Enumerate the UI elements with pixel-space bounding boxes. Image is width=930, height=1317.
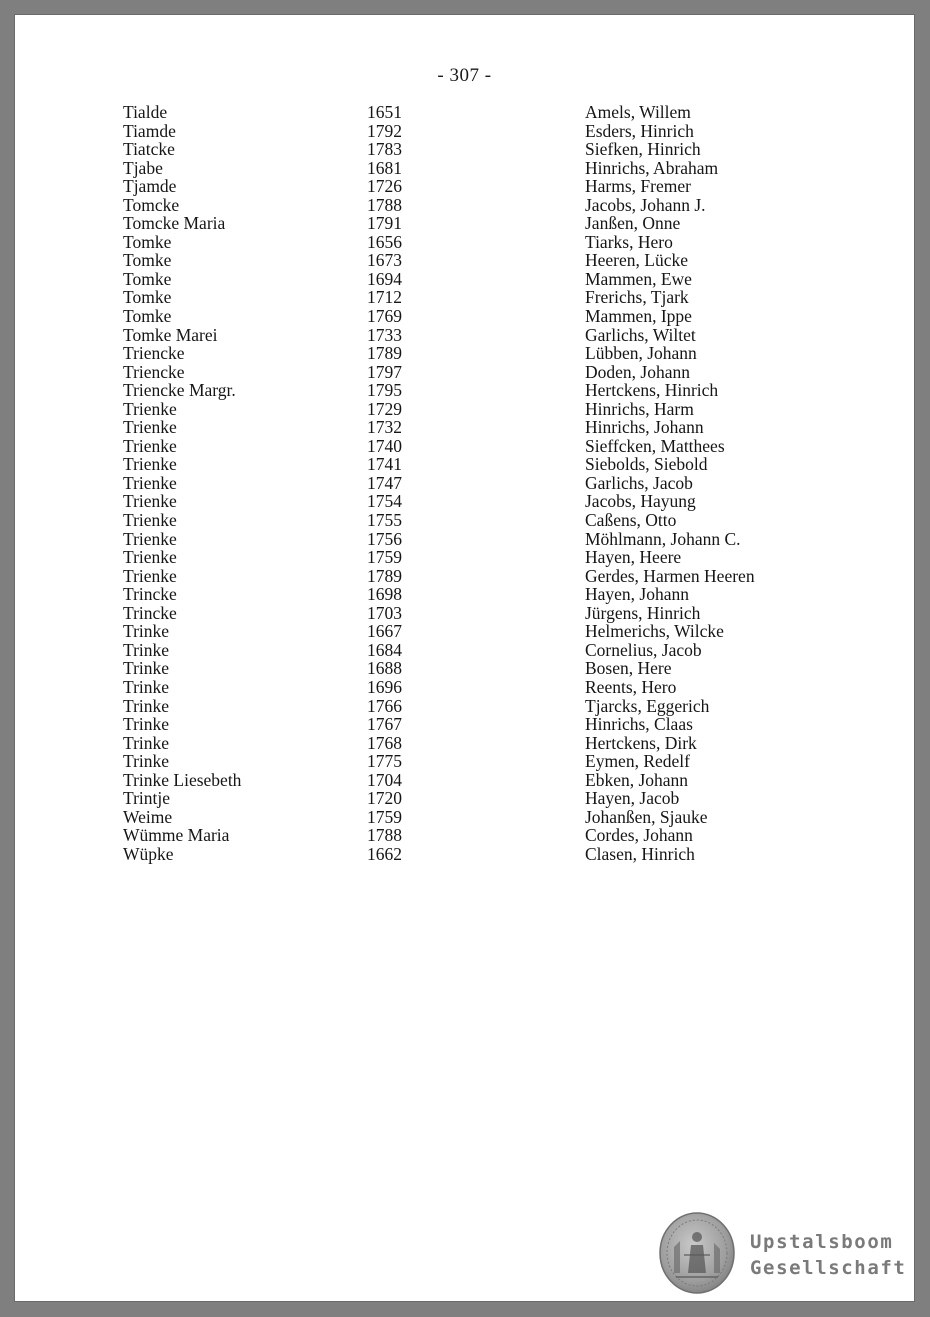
entry-name: Trinke (123, 695, 170, 716)
entry-row (123, 214, 823, 233)
entry-name: Trinke (123, 621, 170, 642)
entry-name: Trienke (123, 491, 177, 512)
entry-spouse: Gerdes, Harmen Heeren (585, 565, 755, 586)
society-name-line1: Upstalsboom (750, 1231, 894, 1253)
entry-spouse: Tiarks, Hero (585, 231, 673, 252)
entry-name: Trienke (123, 472, 177, 493)
entry-year: 1720 (367, 788, 402, 809)
entry-spouse: Cornelius, Jacob (585, 639, 702, 660)
entry-spouse: Hinrichs, Abraham (585, 157, 719, 178)
entry-row (123, 771, 823, 790)
entry-row (123, 400, 823, 419)
entry-name: Trinke Liesebeth (123, 769, 242, 790)
entry-year: 1754 (367, 491, 402, 512)
entry-row (123, 140, 823, 159)
entry-year: 1656 (367, 231, 402, 252)
entry-year: 1740 (367, 435, 402, 456)
entry-name: Tomke Marei (123, 324, 218, 345)
entry-year: 1789 (367, 565, 402, 586)
entry-row (123, 530, 823, 549)
entry-year: 1694 (367, 268, 402, 289)
entry-name: Trincke (123, 584, 177, 605)
entry-year: 1662 (367, 843, 402, 864)
entry-year: 1789 (367, 343, 402, 364)
entry-year: 1673 (367, 250, 402, 271)
entry-year: 1788 (367, 194, 402, 215)
entry-name: Tomke (123, 287, 172, 308)
entry-spouse: Jürgens, Hinrich (585, 602, 701, 623)
entry-row (123, 418, 823, 437)
entry-name: Trienke (123, 510, 177, 531)
entry-year: 1766 (367, 695, 402, 716)
entry-year: 1667 (367, 621, 402, 642)
entry-spouse: Harms, Fremer (585, 176, 691, 197)
entry-year: 1651 (367, 102, 402, 122)
entry-row (123, 697, 823, 716)
entry-spouse: Siefken, Hinrich (585, 139, 701, 160)
entry-name: Triencke (123, 361, 185, 382)
entry-name: Trinke (123, 676, 170, 697)
entry-row (123, 548, 823, 567)
entry-year: 1755 (367, 510, 402, 531)
entry-row (123, 363, 823, 382)
entry-name: Triencke Margr. (123, 380, 236, 401)
entry-row (123, 826, 823, 845)
entry-row (123, 715, 823, 734)
entry-name: Wümme Maria (123, 825, 230, 846)
society-name-line2: Gesellschaft (750, 1257, 907, 1279)
entry-year: 1688 (367, 658, 402, 679)
entry-spouse: Mammen, Ippe (585, 306, 692, 327)
entry-name: Triencke (123, 343, 185, 364)
entry-row (123, 734, 823, 753)
entry-year: 1712 (367, 287, 402, 308)
entry-year: 1795 (367, 380, 402, 401)
entry-year: 1767 (367, 714, 402, 735)
entry-spouse: Clasen, Hinrich (585, 843, 695, 864)
entry-spouse: Hinrichs, Claas (585, 714, 693, 735)
entry-name: Tiatcke (123, 139, 175, 160)
entry-name: Tomcke (123, 194, 180, 215)
entry-name: Weime (123, 806, 173, 827)
entry-name: Tomke (123, 250, 172, 271)
entry-year: 1732 (367, 417, 402, 438)
entry-year: 1759 (367, 806, 402, 827)
entry-name: Trinke (123, 732, 170, 753)
entry-year: 1788 (367, 825, 402, 846)
document-page (15, 15, 914, 1301)
entry-year: 1729 (367, 398, 402, 419)
entry-year: 1703 (367, 602, 402, 623)
entry-name: Trinke (123, 639, 170, 660)
entry-name: Trienke (123, 547, 177, 568)
entry-name: Tomke (123, 306, 172, 327)
entry-name: Tjabe (123, 157, 163, 178)
entry-spouse: Tjarcks, Eggerich (585, 695, 710, 716)
entry-row (123, 659, 823, 678)
entry-spouse: Garlichs, Jacob (585, 472, 693, 493)
entry-name: Wüpke (123, 843, 174, 864)
entry-year: 1768 (367, 732, 402, 753)
entry-row (123, 103, 823, 122)
entry-spouse: Hinrichs, Johann (585, 417, 704, 438)
entry-name: Tomcke Maria (123, 213, 226, 234)
entry-spouse: Cordes, Johann (585, 825, 693, 846)
entry-spouse: Sieffcken, Matthees (585, 435, 725, 456)
entry-row (123, 752, 823, 771)
entry-row (123, 196, 823, 215)
entry-name: Trienke (123, 565, 177, 586)
upstalsboom-seal-icon (658, 1211, 736, 1295)
society-logo-text (750, 1229, 906, 1281)
entry-name: Tialde (123, 102, 168, 122)
entry-year: 1775 (367, 751, 402, 772)
entry-name: Trienke (123, 435, 177, 456)
entry-spouse: Caßens, Otto (585, 510, 677, 531)
entry-row (123, 251, 823, 270)
entry-name: Trienke (123, 417, 177, 438)
entry-spouse: Hayen, Jacob (585, 788, 680, 809)
entry-year: 1759 (367, 547, 402, 568)
entry-year: 1726 (367, 176, 402, 197)
entry-name: Trienke (123, 454, 177, 475)
entry-spouse: Hinrichs, Harm (585, 398, 694, 419)
entry-row (123, 845, 823, 864)
entry-row (123, 288, 823, 307)
entry-spouse: Siebolds, Siebold (585, 454, 708, 475)
entry-row (123, 177, 823, 196)
entry-row (123, 511, 823, 530)
entry-row (123, 808, 823, 827)
entry-row (123, 622, 823, 641)
entry-spouse: Eymen, Redelf (585, 751, 690, 772)
entry-year: 1769 (367, 306, 402, 327)
entry-spouse: Hayen, Heere (585, 547, 682, 568)
entry-spouse: Heeren, Lücke (585, 250, 688, 271)
page-number: - 307 - (437, 65, 492, 86)
entry-list (123, 103, 823, 863)
entry-name: Tjamde (123, 176, 177, 197)
entry-spouse: Möhlmann, Johann C. (585, 528, 741, 549)
entry-row (123, 585, 823, 604)
entry-spouse: Jacobs, Hayung (585, 491, 696, 512)
entry-name: Tomke (123, 231, 172, 252)
entry-year: 1756 (367, 528, 402, 549)
entry-year: 1747 (367, 472, 402, 493)
entry-year: 1797 (367, 361, 402, 382)
entry-row (123, 492, 823, 511)
entry-spouse: Ebken, Johann (585, 769, 689, 790)
entry-name: Tiamde (123, 120, 176, 141)
entry-spouse: Bosen, Here (585, 658, 672, 679)
entry-row (123, 270, 823, 289)
entry-spouse: Hertckens, Dirk (585, 732, 697, 753)
entry-row (123, 326, 823, 345)
entry-name: Trinke (123, 714, 170, 735)
entry-year: 1681 (367, 157, 402, 178)
entry-row (123, 307, 823, 326)
entry-row (123, 474, 823, 493)
entry-year: 1704 (367, 769, 402, 790)
entry-spouse: Garlichs, Wiltet (585, 324, 696, 345)
entry-spouse: Lübben, Johann (585, 343, 697, 364)
entry-spouse: Esders, Hinrich (585, 120, 694, 141)
entry-name: Trinke (123, 751, 170, 772)
entry-year: 1733 (367, 324, 402, 345)
entry-year: 1791 (367, 213, 402, 234)
entry-spouse: Mammen, Ewe (585, 268, 692, 289)
entry-row (123, 789, 823, 808)
entry-row (123, 159, 823, 178)
entry-spouse: Doden, Johann (585, 361, 690, 382)
entry-name: Trienke (123, 398, 177, 419)
entry-name: Tomke (123, 268, 172, 289)
entry-name: Trincke (123, 602, 177, 623)
entry-year: 1696 (367, 676, 402, 697)
entry-spouse: Hertckens, Hinrich (585, 380, 719, 401)
entry-name: Trienke (123, 528, 177, 549)
entry-row (123, 344, 823, 363)
entry-row (123, 122, 823, 141)
entry-year: 1792 (367, 120, 402, 141)
entry-name: Trintje (123, 788, 171, 809)
entry-year: 1783 (367, 139, 402, 160)
entry-spouse: Helmerichs, Wilcke (585, 621, 724, 642)
entry-row (123, 641, 823, 660)
entry-year: 1698 (367, 584, 402, 605)
entry-row (123, 455, 823, 474)
entry-row (123, 678, 823, 697)
entry-spouse: Amels, Willem (585, 102, 691, 122)
entry-row (123, 567, 823, 586)
entry-row (123, 437, 823, 456)
entry-year: 1741 (367, 454, 402, 475)
entry-spouse: Frerichs, Tjark (585, 287, 689, 308)
entry-year: 1684 (367, 639, 402, 660)
entry-spouse: Janßen, Onne (585, 213, 681, 234)
entry-spouse: Johanßen, Sjauke (585, 806, 708, 827)
entry-spouse: Jacobs, Johann J. (585, 194, 706, 215)
entry-row (123, 381, 823, 400)
entry-spouse: Hayen, Johann (585, 584, 690, 605)
entry-name: Trinke (123, 658, 170, 679)
entry-row (123, 233, 823, 252)
entry-row (123, 604, 823, 623)
entry-spouse: Reents, Hero (585, 676, 677, 697)
